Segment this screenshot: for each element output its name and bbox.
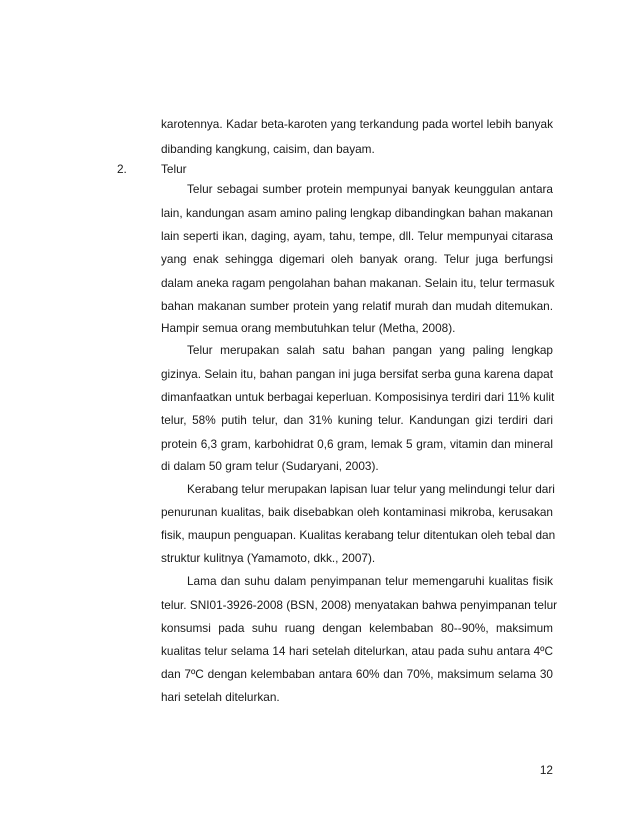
section-number: 2. bbox=[117, 162, 127, 176]
paragraph-line: bahan makanan sumber protein yang relatif murah dan mudah ditemukan. bbox=[161, 299, 553, 313]
paragraph-line: Lama dan suhu dalam penyimpanan telur memengaruhi kualitas fisik bbox=[187, 574, 553, 588]
paragraph-line: fisik, maupun penguapan. Kualitas kerabang telur ditentukan oleh tebal dan bbox=[161, 528, 556, 542]
paragraph-line: lain seperti ikan, daging, ayam, tahu, tempe, dll. Telur mempunyai citarasa bbox=[161, 229, 553, 243]
paragraph-line: hari setelah ditelurkan. bbox=[161, 690, 280, 704]
paragraph-line: telur, 58% putih telur, dan 31% kuning telur. Kandungan gizi terdiri dari bbox=[161, 413, 553, 427]
paragraph-line: Telur sebagai sumber protein mempunyai banyak keunggulan antara bbox=[187, 182, 553, 196]
paragraph-line: Telur merupakan salah satu bahan pangan yang paling lengkap bbox=[187, 343, 553, 357]
paragraph-line: karotennya. Kadar beta-karoten yang terkandung pada wortel lebih banyak bbox=[161, 117, 553, 131]
paragraph-line: dimanfaatkan untuk berbagai keperluan. Komposisinya terdiri dari 11% kulit bbox=[161, 390, 555, 404]
paragraph-line: Kerabang telur merupakan lapisan luar telur yang melindungi telur dari bbox=[187, 482, 555, 496]
page-number: 12 bbox=[539, 763, 553, 777]
paragraph-line: struktur kulitnya (Yamamoto, dkk., 2007). bbox=[161, 551, 376, 565]
paragraph-line: penurunan kualitas, baik disebabkan oleh kontaminasi mikroba, kerusakan bbox=[161, 505, 553, 519]
paragraph-line: Hampir semua orang membutuhkan telur (Metha, 2008). bbox=[161, 321, 456, 335]
paragraph-line: dan 7ºC dengan kelembaban antara 60% dan 70%, maksimum selama 30 bbox=[161, 667, 553, 681]
paragraph-line: konsumsi pada suhu ruang dengan kelembaban 80--90%, maksimum bbox=[161, 621, 553, 635]
section-title: Telur bbox=[161, 162, 187, 176]
paragraph-line: gizinya. Selain itu, bahan pangan ini juga bersifat serba guna karena dapat bbox=[161, 367, 553, 381]
paragraph-line: yang enak sehingga digemari oleh banyak orang. Telur juga berfungsi bbox=[161, 252, 553, 266]
paragraph-line: lain, kandungan asam amino paling lengkap dibandingkan bahan makanan bbox=[161, 206, 553, 220]
paragraph-line: telur. SNI01-3926-2008 (BSN, 2008) menyatakan bahwa penyimpanan telur bbox=[161, 598, 558, 612]
paragraph-line: di dalam 50 gram telur (Sudaryani, 2003). bbox=[161, 459, 379, 473]
paragraph-line: dalam aneka ragam pengolahan bahan makanan. Selain itu, telur termasuk bbox=[161, 276, 555, 290]
paragraph-line: dibanding kangkung, caisim, dan bayam. bbox=[161, 142, 375, 156]
paragraph-line: protein 6,3 gram, karbohidrat 0,6 gram, lemak 5 gram, vitamin dan mineral bbox=[161, 437, 553, 451]
paragraph-line: kualitas telur selama 14 hari setelah ditelurkan, atau pada suhu antara 4ºC bbox=[161, 644, 553, 658]
